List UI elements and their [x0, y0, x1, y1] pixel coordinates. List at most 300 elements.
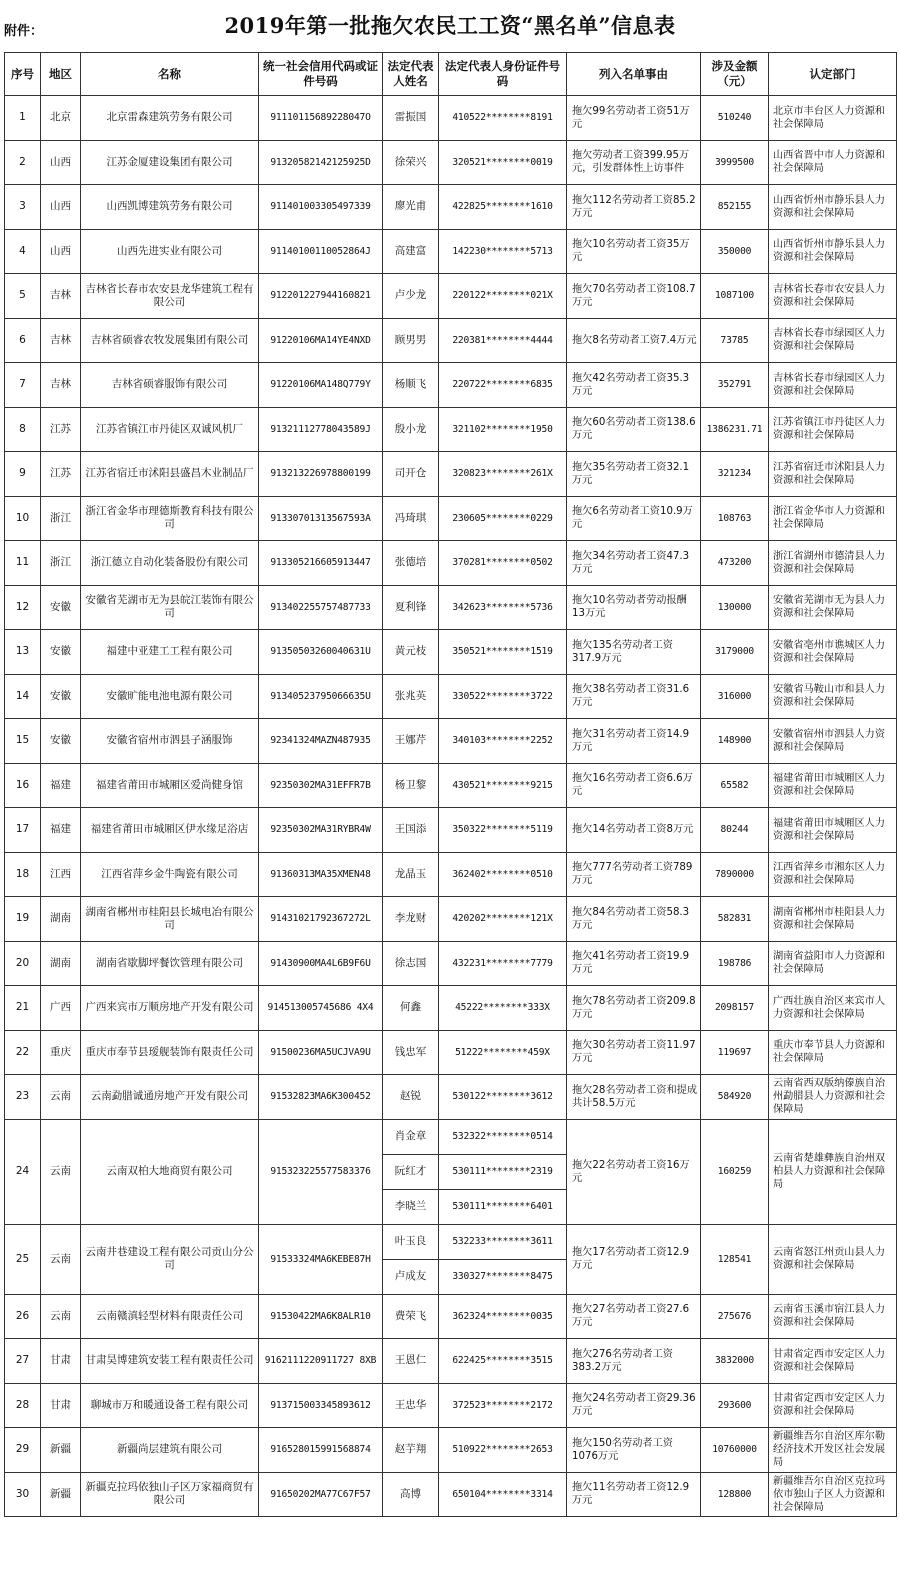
- cell-amount: 3832000: [701, 1339, 769, 1384]
- table-row: [5, 1030, 897, 1075]
- cell-seq: 19: [5, 897, 41, 942]
- cell-name: 湖南省郴州市桂阳县长城电冶有限公司: [81, 897, 259, 942]
- cell-name: 广西来宾市万顺房地产开发有限公司: [81, 986, 259, 1031]
- cell-dept: 新疆维吾尔自治区克拉玛依市独山子区人力资源和社会保障局: [769, 1472, 897, 1517]
- cell-dept: 江苏省镇江市丹徒区人力资源和社会保障局: [769, 407, 897, 452]
- cell-code: 9162111220911727 8XB: [259, 1339, 383, 1384]
- header-id: 法定代表人身份证件号码: [439, 53, 567, 96]
- table-row: [5, 719, 897, 764]
- cell-region: 重庆: [41, 1030, 81, 1075]
- cell-amount: 7890000: [701, 852, 769, 897]
- cell-seq: 1: [5, 96, 41, 141]
- cell-name: 江苏省镇江市丹徒区双诚风机厂: [81, 407, 259, 452]
- table-row: [5, 585, 897, 630]
- table-row: [5, 1339, 897, 1384]
- cell-amount: 10760000: [701, 1428, 769, 1473]
- cell-region: 吉林: [41, 274, 81, 319]
- cell-amount: 316000: [701, 674, 769, 719]
- table-row: [5, 274, 897, 319]
- cell-name: 新疆尚层建筑有限公司: [81, 1428, 259, 1473]
- cell-seq: 10: [5, 496, 41, 541]
- cell-rep-id: 510922********2653: [439, 1428, 567, 1473]
- cell-seq: 4: [5, 229, 41, 274]
- cell-rep-name: 廖光甫: [383, 185, 439, 230]
- cell-name: 新疆克拉玛依独山子区万家福商贸有限公司: [81, 1472, 259, 1517]
- cell-reason: 拖欠6名劳动者工资10.9万元: [567, 496, 701, 541]
- cell-seq: 26: [5, 1294, 41, 1339]
- cell-rep-name: 徐荣兴: [383, 140, 439, 185]
- header-region: 地区: [41, 53, 81, 96]
- cell-code: 91350503260040631U: [259, 630, 383, 675]
- cell-rep-id: 230605********0229: [439, 496, 567, 541]
- cell-amount: 130000: [701, 585, 769, 630]
- cell-rep-id: 51222********459X: [439, 1030, 567, 1075]
- cell-seq: 29: [5, 1428, 41, 1473]
- cell-region: 新疆: [41, 1472, 81, 1517]
- cell-amount: 293600: [701, 1383, 769, 1428]
- cell-reason: 拖欠28名劳动者工资和提成共计58.5万元: [567, 1075, 701, 1120]
- cell-rep-name: 高博: [383, 1472, 439, 1517]
- cell-dept: 吉林省长春市绿园区人力资源和社会保障局: [769, 318, 897, 363]
- cell-rep-name: 顾男男: [383, 318, 439, 363]
- cell-region: 江苏: [41, 452, 81, 497]
- table-row: [5, 96, 897, 141]
- blacklist-table: [4, 52, 897, 1517]
- cell-rep-id: 142230********5713: [439, 229, 567, 274]
- table-row: [5, 897, 897, 942]
- cell-name: 浙江德立自动化装备股份有限公司: [81, 541, 259, 586]
- cell-rep-id: 350521********1519: [439, 630, 567, 675]
- header-name: 名称: [81, 53, 259, 96]
- cell-rep-name: 司开仓: [383, 452, 439, 497]
- cell-name: 湖南省歇脚坪餐饮管理有限公司: [81, 941, 259, 986]
- table-row: [5, 1294, 897, 1339]
- cell-code: 91330701313567593A: [259, 496, 383, 541]
- cell-dept: 福建省莆田市城厢区人力资源和社会保障局: [769, 808, 897, 853]
- cell-rep-id: 532322********0514: [439, 1119, 567, 1154]
- cell-amount: 160259: [701, 1119, 769, 1224]
- cell-reason: 拖欠777名劳动者工资789万元: [567, 852, 701, 897]
- cell-rep-id: 432231********7779: [439, 941, 567, 986]
- cell-dept: 湖南省益阳市人力资源和社会保障局: [769, 941, 897, 986]
- cell-region: 浙江: [41, 541, 81, 586]
- cell-seq: 3: [5, 185, 41, 230]
- cell-dept: 江西省萍乡市湘东区人力资源和社会保障局: [769, 852, 897, 897]
- cell-reason: 拖欠38名劳动者工资31.6万元: [567, 674, 701, 719]
- table-row: [5, 452, 897, 497]
- cell-name: 吉林省硕睿农牧发展集团有限公司: [81, 318, 259, 363]
- cell-rep-id: 220122********021X: [439, 274, 567, 319]
- cell-name: 福建中亚建工工程有限公司: [81, 630, 259, 675]
- cell-amount: 352791: [701, 363, 769, 408]
- cell-reason: 拖欠17名劳动者工资12.9万元: [567, 1224, 701, 1294]
- cell-seq: 13: [5, 630, 41, 675]
- cell-amount: 3999500: [701, 140, 769, 185]
- cell-seq: 6: [5, 318, 41, 363]
- cell-rep-id: 650104********3314: [439, 1472, 567, 1517]
- cell-rep-id: 362324********0035: [439, 1294, 567, 1339]
- table-row: [5, 1224, 897, 1259]
- cell-name: 江苏省宿迁市沭阳县盛昌木业制品厂: [81, 452, 259, 497]
- cell-dept: 云南省怒江州贡山县人力资源和社会保障局: [769, 1224, 897, 1294]
- cell-seq: 7: [5, 363, 41, 408]
- cell-seq: 23: [5, 1075, 41, 1120]
- cell-reason: 拖欠30名劳动者工资11.97万元: [567, 1030, 701, 1075]
- cell-dept: 北京市丰台区人力资源和社会保障局: [769, 96, 897, 141]
- cell-rep-id: 340103********2252: [439, 719, 567, 764]
- cell-dept: 山西省忻州市静乐县人力资源和社会保障局: [769, 185, 897, 230]
- cell-rep-name: 卢成友: [383, 1259, 439, 1294]
- cell-region: 北京: [41, 96, 81, 141]
- table-body: [5, 96, 897, 1517]
- cell-reason: 拖欠8名劳动者工资7.4万元: [567, 318, 701, 363]
- page-title: 2019年第一批拖欠农民工工资“黑名单”信息表: [224, 13, 676, 38]
- table-row: [5, 1472, 897, 1517]
- cell-name: 安徽旷能电池电源有限公司: [81, 674, 259, 719]
- cell-reason: 拖欠84名劳动者工资58.3万元: [567, 897, 701, 942]
- cell-seq: 2: [5, 140, 41, 185]
- cell-name: 云南井巷建设工程有限公司贡山分公司: [81, 1224, 259, 1294]
- cell-region: 广西: [41, 986, 81, 1031]
- cell-rep-id: 422825********1610: [439, 185, 567, 230]
- table-row: [5, 941, 897, 986]
- cell-region: 甘肃: [41, 1339, 81, 1384]
- cell-rep-name: 阮红才: [383, 1154, 439, 1189]
- cell-region: 福建: [41, 763, 81, 808]
- cell-reason: 拖欠70名劳动者工资108.7万元: [567, 274, 701, 319]
- cell-reason: 拖欠42名劳动者工资35.3万元: [567, 363, 701, 408]
- cell-region: 云南: [41, 1075, 81, 1120]
- cell-dept: 浙江省金华市人力资源和社会保障局: [769, 496, 897, 541]
- cell-code: 911401003305497339: [259, 185, 383, 230]
- table-row: [5, 318, 897, 363]
- cell-code: 913402255757487733: [259, 585, 383, 630]
- cell-reason: 拖欠27名劳动者工资27.6万元: [567, 1294, 701, 1339]
- cell-amount: 584920: [701, 1075, 769, 1120]
- cell-code: 91321112778043589J: [259, 407, 383, 452]
- cell-name: 重庆市奉节县瑷舰装饰有限责任公司: [81, 1030, 259, 1075]
- cell-amount: 350000: [701, 229, 769, 274]
- cell-name: 甘肃昊博建筑安装工程有限责任公司: [81, 1339, 259, 1384]
- cell-rep-name: 钱忠军: [383, 1030, 439, 1075]
- table-row: [5, 541, 897, 586]
- cell-code: 91220106MA14YE4NXD: [259, 318, 383, 363]
- cell-rep-id: 410522********8191: [439, 96, 567, 141]
- cell-seq: 11: [5, 541, 41, 586]
- cell-dept: 甘肃省定西市安定区人力资源和社会保障局: [769, 1383, 897, 1428]
- cell-dept: 安徽省马鞍山市和县人力资源和社会保障局: [769, 674, 897, 719]
- cell-region: 云南: [41, 1294, 81, 1339]
- cell-dept: 云南省玉溪市宿江县人力资源和社会保障局: [769, 1294, 897, 1339]
- cell-code: 91431021792367272L: [259, 897, 383, 942]
- cell-amount: 108763: [701, 496, 769, 541]
- cell-region: 安徽: [41, 630, 81, 675]
- cell-name: 云南赣滇轻型材料有限责任公司: [81, 1294, 259, 1339]
- cell-rep-name: 杨卫黎: [383, 763, 439, 808]
- cell-seq: 16: [5, 763, 41, 808]
- cell-amount: 198786: [701, 941, 769, 986]
- cell-dept: 安徽省亳州市谯城区人力资源和社会保障局: [769, 630, 897, 675]
- cell-dept: 福建省莆田市城厢区人力资源和社会保障局: [769, 763, 897, 808]
- cell-rep-id: 220722********6835: [439, 363, 567, 408]
- table-row: [5, 229, 897, 274]
- cell-amount: 582831: [701, 897, 769, 942]
- cell-rep-name: 黄元枝: [383, 630, 439, 675]
- cell-rep-id: 330522********3722: [439, 674, 567, 719]
- cell-dept: 新疆维吾尔自治区库尔勒经济技术开发区社会发展局: [769, 1428, 897, 1473]
- cell-name: 吉林省长春市农安县龙华建筑工程有限公司: [81, 274, 259, 319]
- cell-code: 92341324MAZN487935: [259, 719, 383, 764]
- cell-code: 91320582142125925D: [259, 140, 383, 185]
- cell-seq: 27: [5, 1339, 41, 1384]
- cell-name: 江西省萍乡金牛陶瓷有限公司: [81, 852, 259, 897]
- cell-name: 安徽省芜湖市无为县皖江装饰有限公司: [81, 585, 259, 630]
- cell-seq: 8: [5, 407, 41, 452]
- cell-region: 浙江: [41, 496, 81, 541]
- cell-rep-name: 李晓兰: [383, 1189, 439, 1224]
- cell-name: 福建省莆田市城厢区伊水缘足浴店: [81, 808, 259, 853]
- cell-rep-name: 叶玉良: [383, 1224, 439, 1259]
- cell-seq: 9: [5, 452, 41, 497]
- cell-code: 912201227944160821: [259, 274, 383, 319]
- cell-region: 安徽: [41, 719, 81, 764]
- cell-code: 91110115689228047O: [259, 96, 383, 141]
- cell-dept: 浙江省湖州市德清县人力资源和社会保障局: [769, 541, 897, 586]
- cell-reason: 拖欠14名劳动者工资8万元: [567, 808, 701, 853]
- cell-name: 北京雷森建筑劳务有限公司: [81, 96, 259, 141]
- cell-rep-id: 45222********333X: [439, 986, 567, 1031]
- cell-amount: 119697: [701, 1030, 769, 1075]
- table-row: [5, 1119, 897, 1154]
- cell-rep-name: 李龙财: [383, 897, 439, 942]
- cell-name: 福建省莆田市城厢区爱尚健身馆: [81, 763, 259, 808]
- cell-seq: 15: [5, 719, 41, 764]
- cell-amount: 128541: [701, 1224, 769, 1294]
- cell-seq: 28: [5, 1383, 41, 1428]
- cell-rep-id: 532233********3611: [439, 1224, 567, 1259]
- cell-rep-name: 龙晶玉: [383, 852, 439, 897]
- attachment-label: 附件：: [4, 24, 44, 39]
- cell-code: 91340523795066635U: [259, 674, 383, 719]
- header-dept: 认定部门: [769, 53, 897, 96]
- cell-rep-name: 赵芋翔: [383, 1428, 439, 1473]
- cell-amount: 510240: [701, 96, 769, 141]
- table-row: [5, 986, 897, 1031]
- cell-rep-id: 321102********1950: [439, 407, 567, 452]
- cell-amount: 128800: [701, 1472, 769, 1517]
- cell-rep-id: 342623********5736: [439, 585, 567, 630]
- cell-name: 山西凯博建筑劳务有限公司: [81, 185, 259, 230]
- cell-rep-name: 高建富: [383, 229, 439, 274]
- table-row: [5, 1383, 897, 1428]
- cell-region: 山西: [41, 185, 81, 230]
- cell-region: 安徽: [41, 674, 81, 719]
- cell-seq: 12: [5, 585, 41, 630]
- cell-reason: 拖欠150名劳动者工资1076万元: [567, 1428, 701, 1473]
- cell-rep-id: 320521********0019: [439, 140, 567, 185]
- header-seq: 序号: [5, 53, 41, 96]
- cell-rep-name: 肖金章: [383, 1119, 439, 1154]
- cell-code: 91530422MA6K8ALR10: [259, 1294, 383, 1339]
- header-row: [5, 53, 897, 96]
- table-row: [5, 140, 897, 185]
- cell-region: 吉林: [41, 363, 81, 408]
- cell-code: 916528015991568874: [259, 1428, 383, 1473]
- cell-seq: 5: [5, 274, 41, 319]
- cell-dept: 安徽省芜湖市无为县人力资源和社会保障局: [769, 585, 897, 630]
- cell-code: 92350302MA31RYBR4W: [259, 808, 383, 853]
- cell-reason: 拖欠41名劳动者工资19.9万元: [567, 941, 701, 986]
- cell-rep-name: 王娜芹: [383, 719, 439, 764]
- table-row: [5, 808, 897, 853]
- cell-reason: 拖欠135名劳动者工资317.9万元: [567, 630, 701, 675]
- cell-rep-name: 王恩仁: [383, 1339, 439, 1384]
- header-reason: 列入名单事由: [567, 53, 701, 96]
- cell-region: 安徽: [41, 585, 81, 630]
- cell-amount: 3179000: [701, 630, 769, 675]
- cell-amount: 321234: [701, 452, 769, 497]
- cell-rep-name: 赵锐: [383, 1075, 439, 1120]
- cell-amount: 65582: [701, 763, 769, 808]
- table-row: [5, 630, 897, 675]
- cell-reason: 拖欠34名劳动者工资47.3万元: [567, 541, 701, 586]
- cell-rep-id: 320823********261X: [439, 452, 567, 497]
- cell-rep-id: 370281********0502: [439, 541, 567, 586]
- cell-amount: 852155: [701, 185, 769, 230]
- cell-amount: 1386231.71: [701, 407, 769, 452]
- cell-reason: 拖欠劳动者工资399.95万元，引发群体性上访事件: [567, 140, 701, 185]
- cell-rep-name: 夏利锋: [383, 585, 439, 630]
- cell-amount: 275676: [701, 1294, 769, 1339]
- cell-region: 湖南: [41, 941, 81, 986]
- table-row: [5, 852, 897, 897]
- cell-dept: 吉林省长春市绿园区人力资源和社会保障局: [769, 363, 897, 408]
- cell-rep-name: 王国添: [383, 808, 439, 853]
- cell-rep-id: 430521********9215: [439, 763, 567, 808]
- cell-rep-name: 杨顺飞: [383, 363, 439, 408]
- cell-seq: 17: [5, 808, 41, 853]
- cell-dept: 吉林省长春市农安县人力资源和社会保障局: [769, 274, 897, 319]
- cell-dept: 广西壮族自治区来宾市人力资源和社会保障局: [769, 986, 897, 1031]
- cell-reason: 拖欠11名劳动者工资12.9万元: [567, 1472, 701, 1517]
- cell-name: 云南勐腊诚通房地产开发有限公司: [81, 1075, 259, 1120]
- cell-code: 91533324MA6KEBE87H: [259, 1224, 383, 1294]
- cell-region: 云南: [41, 1119, 81, 1224]
- cell-seq: 14: [5, 674, 41, 719]
- cell-seq: 25: [5, 1224, 41, 1294]
- cell-rep-id: 372523********2172: [439, 1383, 567, 1428]
- cell-code: 91532823MA6K300452: [259, 1075, 383, 1120]
- cell-reason: 拖欠35名劳动者工资32.1万元: [567, 452, 701, 497]
- cell-code: 91500236MA5UCJVA9U: [259, 1030, 383, 1075]
- table-row: [5, 407, 897, 452]
- cell-rep-id: 530111********2319: [439, 1154, 567, 1189]
- cell-reason: 拖欠78名劳动者工资209.8万元: [567, 986, 701, 1031]
- cell-name: 山西先进实业有限公司: [81, 229, 259, 274]
- cell-rep-name: 何鑫: [383, 986, 439, 1031]
- cell-seq: 21: [5, 986, 41, 1031]
- cell-dept: 山西省晋中市人力资源和社会保障局: [769, 140, 897, 185]
- cell-reason: 拖欠16名劳动者工资6.6万元: [567, 763, 701, 808]
- cell-rep-id: 362402********0510: [439, 852, 567, 897]
- cell-dept: 湖南省郴州市桂阳县人力资源和社会保障局: [769, 897, 897, 942]
- cell-code: 91140100110052864J: [259, 229, 383, 274]
- cell-reason: 拖欠60名劳动者工资138.6万元: [567, 407, 701, 452]
- cell-seq: 30: [5, 1472, 41, 1517]
- cell-reason: 拖欠10名劳动者劳动报酬13万元: [567, 585, 701, 630]
- cell-region: 云南: [41, 1224, 81, 1294]
- cell-rep-id: 622425********3515: [439, 1339, 567, 1384]
- cell-rep-id: 530111********6401: [439, 1189, 567, 1224]
- cell-name: 安徽省宿州市泗县子涵服饰: [81, 719, 259, 764]
- cell-code: 92350302MA31EFFR7B: [259, 763, 383, 808]
- cell-code: 913305216605913447: [259, 541, 383, 586]
- cell-region: 湖南: [41, 897, 81, 942]
- cell-rep-name: 冯琦琪: [383, 496, 439, 541]
- cell-region: 山西: [41, 229, 81, 274]
- cell-rep-name: 王忠华: [383, 1383, 439, 1428]
- cell-seq: 20: [5, 941, 41, 986]
- cell-rep-name: 雷振国: [383, 96, 439, 141]
- cell-rep-name: 殷小龙: [383, 407, 439, 452]
- table-row: [5, 1075, 897, 1120]
- cell-code: 91220106MA148Q779Y: [259, 363, 383, 408]
- cell-dept: 重庆市奉节县人力资源和社会保障局: [769, 1030, 897, 1075]
- cell-rep-name: 张德培: [383, 541, 439, 586]
- cell-code: 91430900MA4L6B9F6U: [259, 941, 383, 986]
- cell-rep-id: 330327********8475: [439, 1259, 567, 1294]
- cell-rep-name: 徐志国: [383, 941, 439, 986]
- cell-code: 91650202MA77C67F57: [259, 1472, 383, 1517]
- cell-reason: 拖欠10名劳动者工资35万元: [567, 229, 701, 274]
- cell-reason: 拖欠31名劳动者工资14.9万元: [567, 719, 701, 764]
- table-row: [5, 363, 897, 408]
- cell-code: 915323225577583376: [259, 1119, 383, 1224]
- cell-region: 山西: [41, 140, 81, 185]
- cell-code: 913213226978800199: [259, 452, 383, 497]
- cell-dept: 江苏省宿迁市沭阳县人力资源和社会保障局: [769, 452, 897, 497]
- cell-dept: 云南省楚雄彝族自治州双柏县人力资源和社会保障局: [769, 1119, 897, 1224]
- cell-dept: 云南省西双版纳傣族自治州勐腊县人力资源和社会保障局: [769, 1075, 897, 1120]
- cell-amount: 473200: [701, 541, 769, 586]
- cell-name: 江苏金厦建设集团有限公司: [81, 140, 259, 185]
- cell-region: 新疆: [41, 1428, 81, 1473]
- cell-code: 913715003345893612: [259, 1383, 383, 1428]
- cell-region: 福建: [41, 808, 81, 853]
- cell-reason: 拖欠24名劳动者工资29.36万元: [567, 1383, 701, 1428]
- cell-rep-name: 卢少龙: [383, 274, 439, 319]
- table-row: [5, 185, 897, 230]
- cell-name: 吉林省硕睿服饰有限公司: [81, 363, 259, 408]
- cell-region: 江西: [41, 852, 81, 897]
- table-row: [5, 1428, 897, 1473]
- cell-code: 91360313MA35XMEN48: [259, 852, 383, 897]
- header-rep: 法定代表人姓名: [383, 53, 439, 96]
- cell-reason: 拖欠99名劳动者工资51万元: [567, 96, 701, 141]
- table-row: [5, 674, 897, 719]
- cell-dept: 甘肃省定西市安定区人力资源和社会保障局: [769, 1339, 897, 1384]
- cell-rep-id: 350322********5119: [439, 808, 567, 853]
- cell-rep-id: 420202********121X: [439, 897, 567, 942]
- cell-amount: 73785: [701, 318, 769, 363]
- cell-seq: 18: [5, 852, 41, 897]
- cell-dept: 山西省忻州市静乐县人力资源和社会保障局: [769, 229, 897, 274]
- cell-name: 聊城市万和暖通设备工程有限公司: [81, 1383, 259, 1428]
- cell-amount: 1087100: [701, 274, 769, 319]
- cell-rep-name: 张兆英: [383, 674, 439, 719]
- cell-amount: 2098157: [701, 986, 769, 1031]
- cell-seq: 24: [5, 1119, 41, 1224]
